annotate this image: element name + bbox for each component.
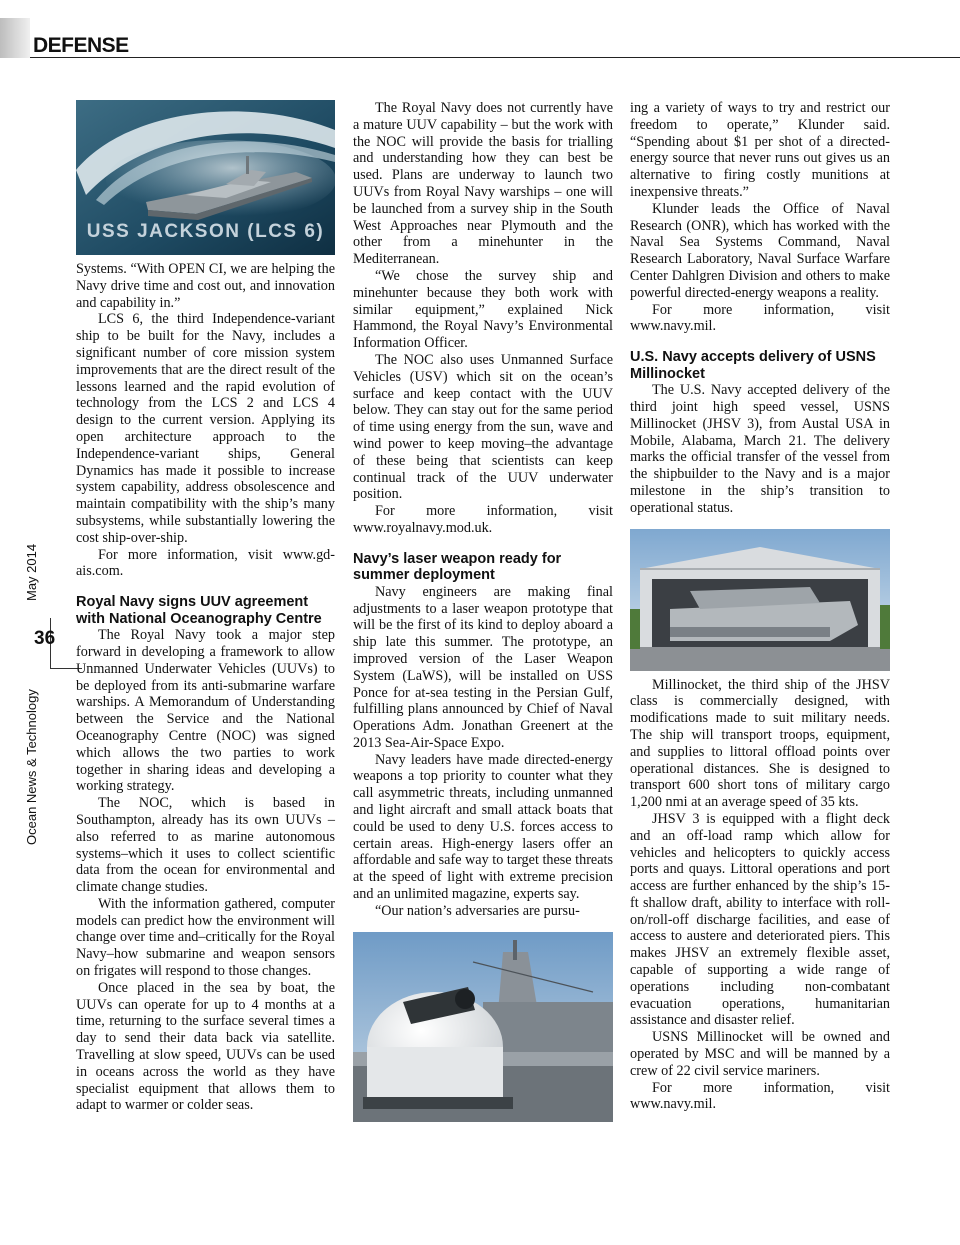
header-accent <box>0 18 30 58</box>
article-headline: Navy’s laser weapon ready for summer deployment <box>353 550 562 584</box>
column-3 <box>630 100 890 1113</box>
paragraph: For more information, visit www.gd-ais.com. <box>76 546 335 580</box>
paragraph: Navy engineers are making final adjustments to a laser weapon prototype that will be the first of its kind to deploy aboard a ship late this summer. The prototype, an improved version of the Laser Weapon System (LaWS), will be installed on USS Ponce for at-sea testing in the Persian Gulf, fulfilling plans announced by Chief of Naval Operations Adm. Jonathan Greenert at the 2013 Sea-Air-Space Expo. <box>353 583 613 751</box>
paragraph: The Royal Navy does not currently have a mature UUV capability – but the work with the NOC will provide the basis for trialling and understanding how they can best be used. Plans are underway to launch two UUVs from Royal Navy warships – one will be launched from a survey ship in the South West Approaches near Plymouth and the other from a minehunter in the Mediterranean. <box>353 100 613 268</box>
paragraph: Once placed in the sea by boat, the UUVs can operate for up to 4 months at a time, returning to the surface several times a day to send their data back via satellite. Travelling at slow speed, UUVs can be used in oceans across the world as they have specialist equipment that allows them to adapt to warmer or colder seas. <box>76 979 335 1114</box>
paragraph: Klunder leads the Office of Naval Research (ONR), which has worked with the Naval Sea Systems Command, Naval Research Laboratory, Naval Surface Warfare Center Dahlgren Division and others to make powerful directed-energy weapons a reality. <box>630 200 890 301</box>
uss-jackson-photo <box>76 100 335 255</box>
paragraph: ing a variety of ways to try and restrict our freedom to operate,” Klunder said. “Spending about $1 per shot of a directed-energy source that never runs out gives us an alternative to firing costly munitions at inexpensive threats.” <box>630 100 890 200</box>
usns-millinocket-photo <box>630 529 890 671</box>
column-2 <box>353 100 613 1128</box>
article-headline: Royal Navy signs UUV agreement with National Oceanography Centre <box>76 594 322 627</box>
paragraph: With the information gathered, computer models can predict how the environment will change over time and–critically for the Royal Navy–how submarine and weapon sensors on frigates will respond to those changes. <box>76 895 335 980</box>
paragraph: “Our nation’s adversaries are pursu- <box>375 902 580 919</box>
paragraph: Systems. “With OPEN CI, we are helping the Navy drive time and cost out, and innovation and capability in.” <box>76 261 335 311</box>
issue-date: May 2014 <box>24 543 39 601</box>
paragraph: The Royal Navy took a major step forward in developing a framework to allow Unmanned Underwater Vehicles (UUVs) to be deployed from its anti-submarine warfare warships. A Memorandum of Understanding between the Service and the National Oceanography Centre (NOC) was signed which allows the two parties to work together in sharing ideas and developing a working strategy. <box>76 627 335 795</box>
laser-weapon-photo <box>353 932 613 1122</box>
column-1 <box>76 100 335 1114</box>
paragraph: The NOC also uses Unmanned Surface Vehicles (USV) which sit on the ocean’s surface and keep contact with the UUV below. They can stay out for the same period of time using energy from the sun, wave and wind power to keep moving–the advantage of these being that scientists can keep continual track of the UUV underwater position. <box>353 351 613 503</box>
section-title: DEFENSE <box>33 34 129 57</box>
photo-caption: USS JACKSON (LCS 6) <box>86 221 325 243</box>
publication-name: Ocean News & Technology <box>24 689 39 846</box>
paragraph: For more information, visit www.royalnavy.mod.uk. <box>353 503 613 536</box>
paragraph: “We chose the survey ship and minehunter because they both work with similar equipment,” explained Nick Hammond, the Royal Navy’s Environmental Information Officer. <box>353 267 613 352</box>
paragraph: Navy leaders have made directed-energy weapons a top priority to counter what they call asymmetric threats, including unmanned and light aircraft and small attack boats that could be used to deny U.S. forces access to certain areas. High-energy lasers offer an affordable and safe way to target these threats at the speed of light with extreme precision and an unlimited magazine, experts say. <box>353 751 613 903</box>
paragraph: USNS Millinocket will be owned and operated by MSC and will be manned by a crew of 22 civil service mariners. <box>630 1029 890 1079</box>
article-headline: U.S. Navy accepts delivery of USNS Millinocket <box>630 349 876 382</box>
side-folio <box>20 540 64 860</box>
page-number: 36 <box>34 628 56 649</box>
paragraph: LCS 6, the third Independence-variant ship to be built for the Navy, includes a significant number of core mission system improvements that are the direct result of the lessons learned and the rapid evolution of technology from the LCS 2 and LCS 4 design to the current version. Applying its open architecture approach to the Independence-variant ships, General Dynamics has made it possible to increase system capability, address obsolescence and maintain compatibility with the ship’s many subsystems, while substantially lowering the cost ship-over-ship. <box>76 311 335 546</box>
paragraph: The U.S. Navy accepted delivery of the third joint high speed vessel, USNS Millinocket (JHSV 3), from Austal USA in Mobile, Alabama, March 21. The delivery marks the official transfer of the vessel from the shipbuilder to the Navy and is a major milestone in the ship’s transition to operational status. <box>630 382 890 516</box>
paragraph: For more information, visit www.navy.mil. <box>630 1079 890 1113</box>
header-rule <box>30 57 960 58</box>
paragraph: Millinocket, the third ship of the JHSV class is commercially designed, with modifications made to suit military needs. The ship will transport troops, equipment, and supplies to littoral offload points over operational distances. She is designed to transport 600 short tons of military cargo 1,200 nmi at an average speed of 35 kts. <box>630 676 890 811</box>
paragraph: The NOC, which is based in Southampton, already has its own UUVs –also referred to as marine autonomous systems–which it uses to collect scientific data from the ocean for environmental and climate change studies. <box>76 795 335 896</box>
paragraph: JHSV 3 is equipped with a flight deck and an off-load ramp which allow for vehicles and helicopters to quickly access ports and quays. Littoral operations and port access are further enhanced by the ship’s 15-ft shallow draft, ability to interface with roll-on/roll-off discharge facilities, and ease of access to austere and deteriorated piers. This makes JHSV an extremely flexible asset, capable of supporting a wide range of operations including non-combatant evacuation operations, humanitarian assistance and disaster relief. <box>630 810 890 1029</box>
paragraph: For more information, visit www.navy.mil. <box>630 301 890 335</box>
